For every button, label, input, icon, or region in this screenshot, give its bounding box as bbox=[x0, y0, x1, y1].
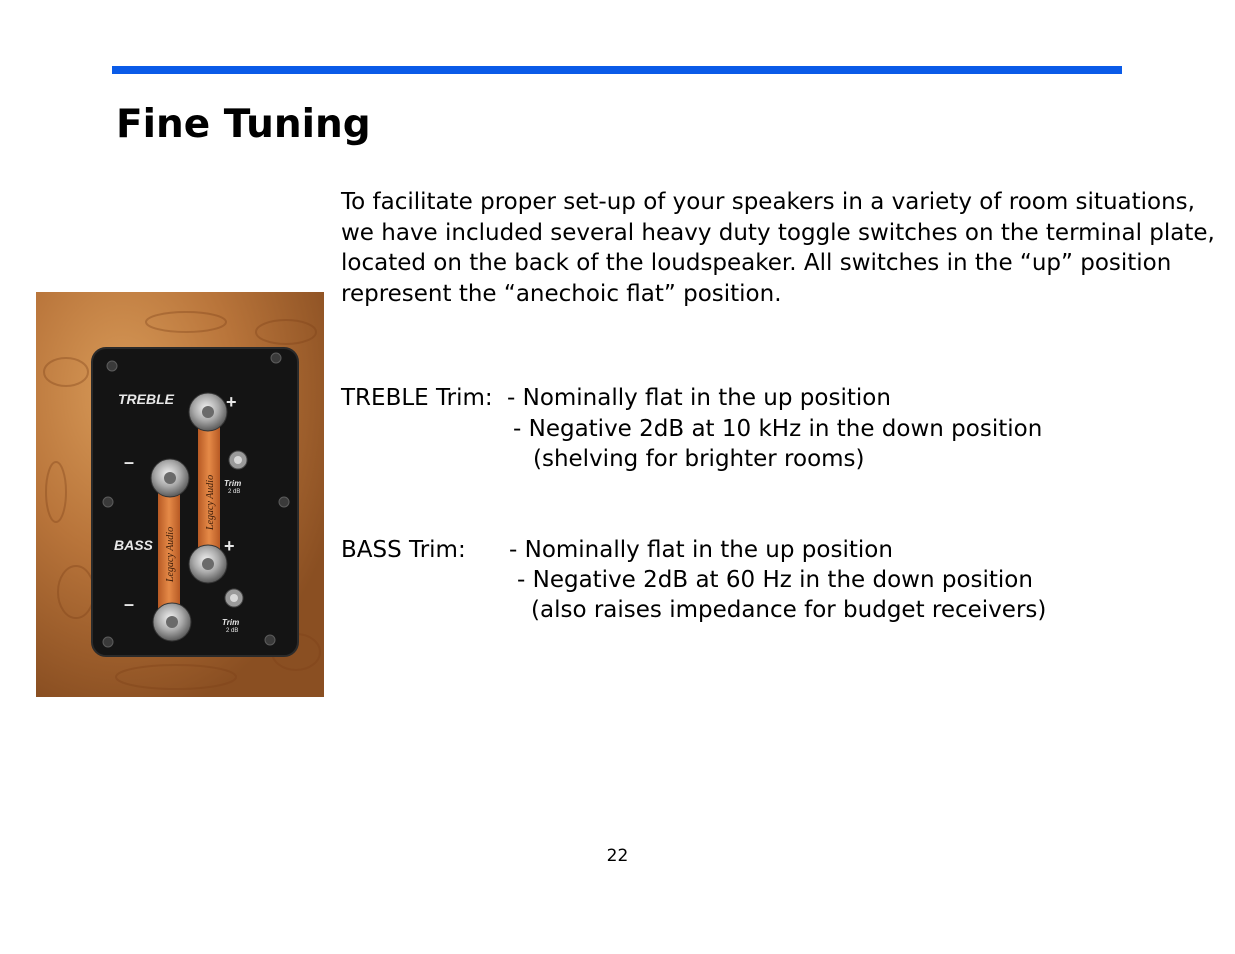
bass-line-1: - Nominally flat in the up position bbox=[509, 537, 893, 563]
plate-trim-label-bottom: Trim bbox=[222, 618, 240, 627]
treble-trim-label: TREBLE Trim: bbox=[341, 385, 493, 411]
page-number: 22 bbox=[606, 846, 629, 866]
header-rule bbox=[112, 66, 1122, 74]
plate-trim-label-top: Trim bbox=[224, 479, 242, 488]
plate-plus-top: + bbox=[226, 392, 237, 412]
treble-line-2: - Negative 2dB at 10 kHz in the down position bbox=[513, 416, 1043, 442]
plate-treble-label: TREBLE bbox=[118, 391, 174, 407]
bass-line-2: - Negative 2dB at 60 Hz in the down position bbox=[517, 567, 1033, 593]
toggle-switch-bass-icon bbox=[225, 589, 243, 607]
bass-line-3: (also raises impedance for budget receivers) bbox=[531, 597, 1047, 623]
treble-line-3: (shelving for brighter rooms) bbox=[533, 446, 865, 472]
binding-post-bass-plus-icon bbox=[189, 545, 227, 583]
binding-post-treble-plus-icon bbox=[189, 393, 227, 431]
binding-post-treble-minus-icon bbox=[151, 459, 189, 497]
plate-plus-bottom: + bbox=[224, 536, 235, 556]
intro-paragraph: To facilitate proper set-up of your speakers in a variety of room situations, we have included several heavy duty toggle switches on the terminal plate, located on the back of the loudspeaker. All switches in the “up” position represent the “anechoic flat” position. bbox=[341, 189, 1215, 307]
plate-minus-bottom: – bbox=[124, 594, 135, 614]
page-title: Fine Tuning bbox=[116, 102, 371, 147]
plate-trim-db-top: 2 dB bbox=[228, 489, 241, 495]
strap-brand-right: Legacy Audio bbox=[205, 474, 216, 530]
treble-line-1: - Nominally flat in the up position bbox=[507, 385, 891, 411]
terminal-plate-photo bbox=[36, 292, 324, 697]
plate-trim-db-bottom: 2 dB bbox=[226, 628, 239, 634]
plate-minus-top: – bbox=[124, 452, 135, 472]
plate-bass-label: BASS bbox=[114, 537, 153, 553]
bass-trim-label: BASS Trim: bbox=[341, 537, 466, 563]
strap-brand-left: Legacy Audio bbox=[165, 526, 176, 582]
toggle-switch-treble-icon bbox=[229, 451, 247, 469]
binding-post-bass-minus-icon bbox=[153, 603, 191, 641]
